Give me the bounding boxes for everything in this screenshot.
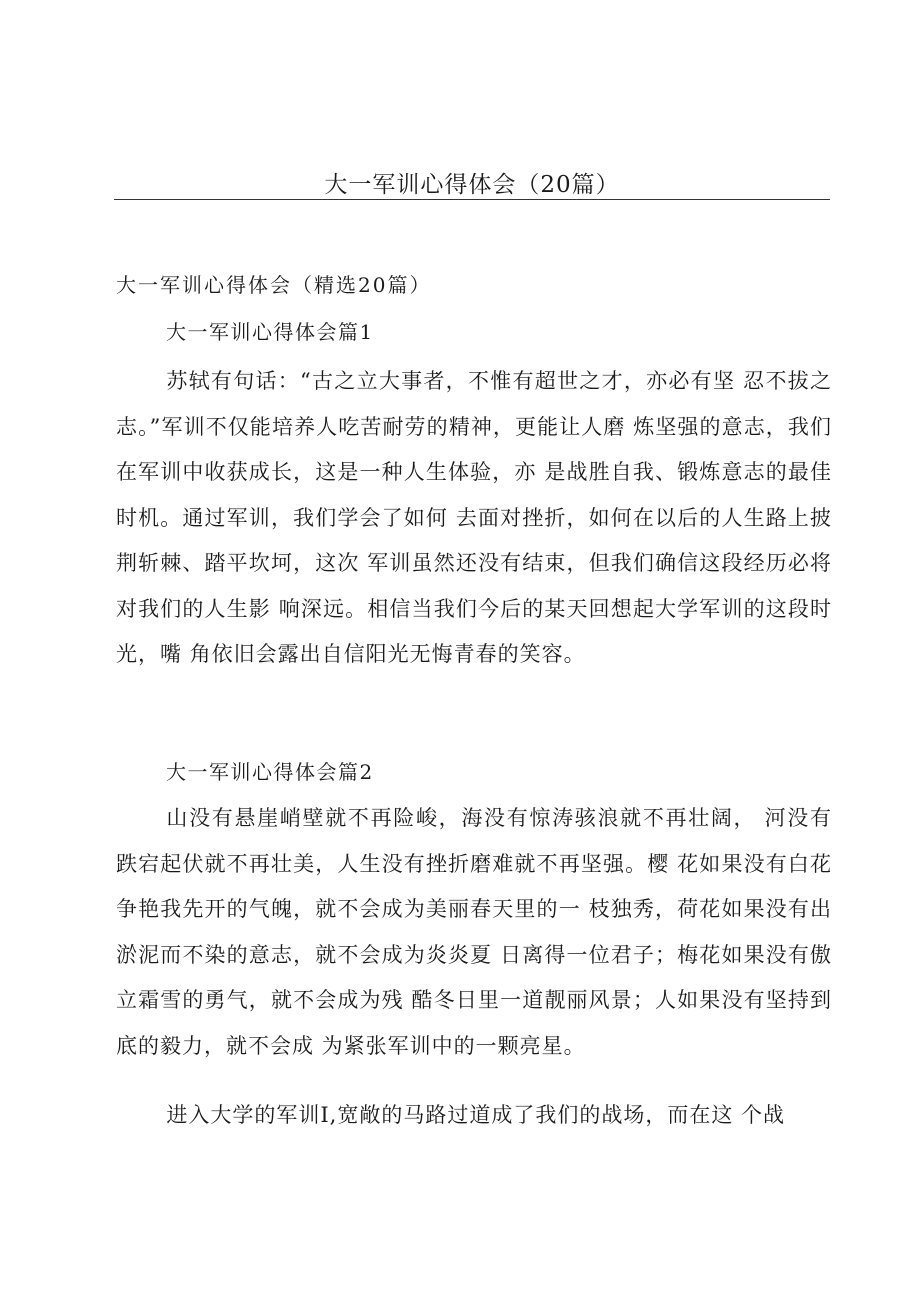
title-rule: [114, 199, 830, 200]
page-title: 大一军训心得体会（20篇）: [324, 172, 620, 198]
section-heading-1: 大一军训心得体会篇1: [166, 320, 374, 344]
document-subtitle: 大一军训心得体会（精选20篇）: [116, 273, 432, 297]
section-1-paragraph-1: 苏轼有句话：“古之立大事者，不惟有超世之才，亦必有坚 忍不拔之志。”军训不仅能培养人吃苦耐劳的精神，更能让人磨 炼坚强的意志，我们在军训中收获成长，这是一种人生体验，亦 是战胜自我、锻炼意志的最佳时机。通过军训，我们学会了如何 去面对挫折，如何在以后的人生路上披荆斩棘、踏平坎坷，这次 军训虽然还没有结束，但我们确信这段经历必将对我们的人生影 响深远。相信当我们今后的某天回想起大学军训的这段时光，嘴 角依旧会露出自信阳光无悔青春的笑容。: [116, 369, 832, 666]
section-heading-2: 大一军训心得体会篇2: [166, 760, 374, 784]
section-2-paragraph-2: 进入大学的军训I,宽敞的马路过道成了我们的战场，而在这 个战: [166, 1103, 786, 1127]
section-2-paragraph-1: 山没有悬崖峭壁就不再险峻，海没有惊涛骇浪就不再壮阔， 河没有跌宕起伏就不再壮美，人生没有挫折磨难就不再坚强。樱 花如果没有白花争艳我先开的气魄，就不会成为美丽春天里的一 枝独秀，荷花如果没有出淤泥而不染的意志，就不会成为炎炎夏 日离得一位君子；梅花如果没有傲立霜雪的勇气，就不会成为残 酷冬日里一道靓丽风景；人如果没有坚持到底的毅力，就不会成 为紧张军训中的一颗亮星。: [116, 806, 832, 1058]
